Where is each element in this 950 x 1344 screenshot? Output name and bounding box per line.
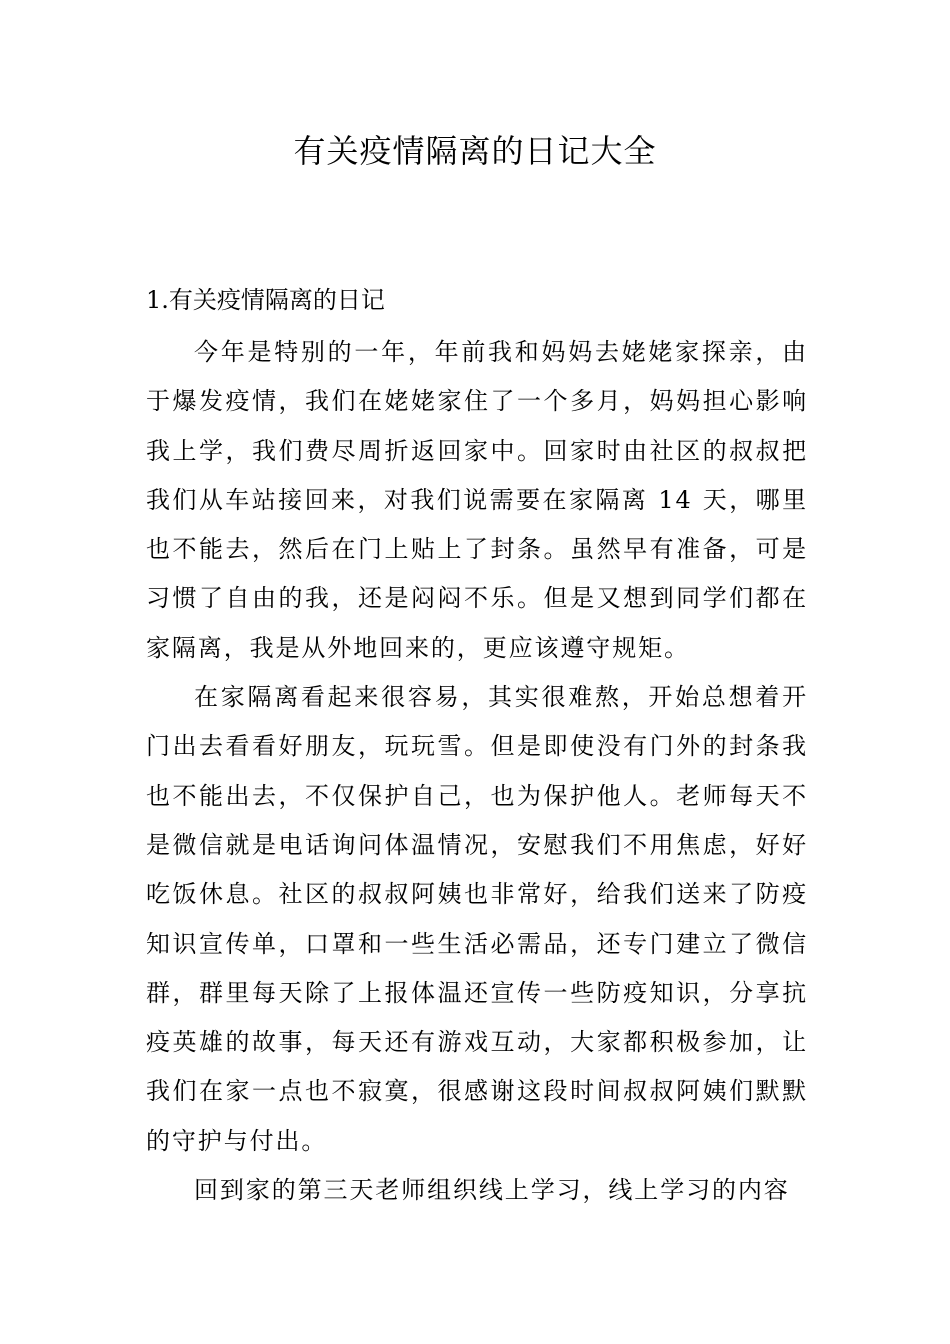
paragraph-3: 回到家的第三天老师组织线上学习，线上学习的内容 <box>194 1176 790 1205</box>
paragraph-2: 在家隔离看起来很容易，其实很难熬，开始总想着开门出去看看好朋友，玩玩雪。但是即使没有门外的封条我也不能出去，不仅保护自己，也为保护他人。老师每天不是微信就是电话询问体温情况，安慰我们不用焦虑，好好吃饭休息。社区的叔叔阿姨也非常好，给我们送来了防疫知识宣传单，口罩和一些生活必需品，还专门建立了微信群，群里每天除了上报体温还宣传一些防疫知识，分享抗疫英雄的故事，每天还有游戏互动，大家都积极参加，让我们在家一点也不寂寞，很感谢这段时间叔叔阿姨们默默的守护与付出。 <box>146 683 808 1155</box>
paragraph-1: 今年是特别的一年，年前我和妈妈去姥姥家探亲，由于爆发疫情，我们在姥姥家住了一个多月，妈妈担心影响我上学，我们费尽周折返回家中。回家时由社区的叔叔把我们从车站接回来，对我们说需要在家隔离 14 天，哪里也不能去，然后在门上贴上了封条。虽然早有准备，可是习惯了自由的我，还是闷闷不乐。但是又想到同学们都在家隔离，我是从外地回来的，更应该遵守规矩。 <box>146 338 808 662</box>
section-heading: 1.有关疫情隔离的日记 <box>146 286 385 314</box>
document-title: 有关疫情隔离的日记大全 <box>293 132 657 170</box>
body-text <box>146 328 808 1215</box>
